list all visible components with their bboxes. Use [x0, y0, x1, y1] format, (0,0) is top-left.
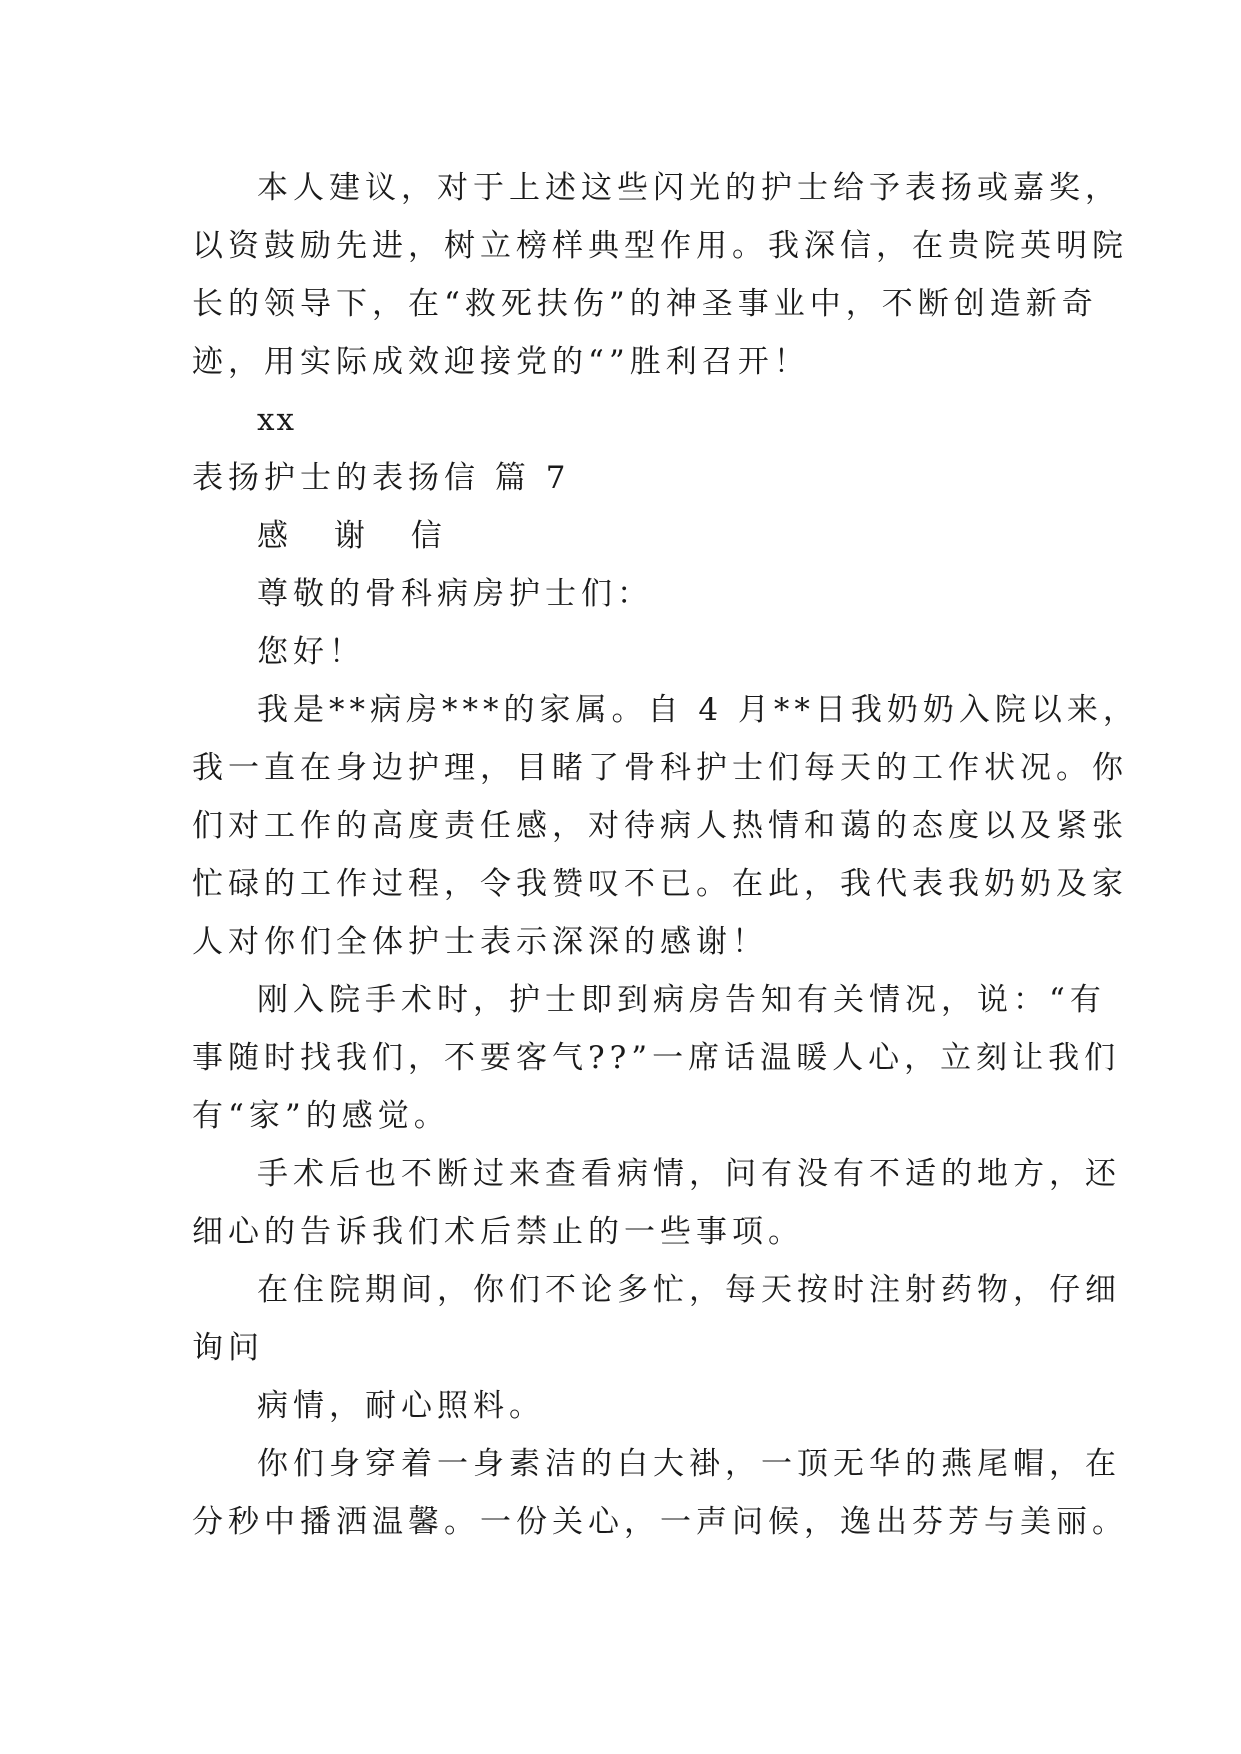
paragraph-line: 人对你们全体护士表示深深的感谢！: [192, 924, 768, 960]
paragraph-line: 询问: [192, 1330, 264, 1366]
greeting: 您好！: [257, 634, 365, 670]
paragraph-line: 本人建议，对于上述这些闪光的护士给予表扬或嘉奖，: [257, 170, 1121, 206]
paragraph-line: 们对工作的高度责任感，对待病人热情和蔼的态度以及紧张: [192, 808, 1128, 844]
paragraph-line: 我是**病房***的家属。自 4 月**日我奶奶入院以来，: [257, 692, 1139, 728]
paragraph-line: 长的领导下，在“救死扶伤”的神圣事业中，不断创造新奇: [192, 286, 1098, 322]
signature-line: xx: [257, 402, 296, 438]
paragraph-line: 在住院期间，你们不论多忙，每天按时注射药物，仔细: [257, 1272, 1121, 1308]
salutation: 尊敬的骨科病房护士们：: [257, 576, 653, 612]
paragraph-line: 迹，用实际成效迎接党的“”胜利召开！: [192, 344, 810, 380]
paragraph-line: 我一直在身边护理，目睹了骨科护士们每天的工作状况。你: [192, 750, 1128, 786]
section-heading: 表扬护士的表扬信 篇 7: [192, 460, 571, 496]
paragraph-line: 细心的告诉我们术后禁止的一些事项。: [192, 1214, 804, 1250]
paragraph-line: 有“家”的感觉。: [192, 1098, 450, 1134]
paragraph-line: 以资鼓励先进，树立榜样典型作用。我深信，在贵院英明院: [192, 228, 1128, 264]
paragraph-line: 忙碌的工作过程，令我赞叹不已。在此，我代表我奶奶及家: [192, 866, 1128, 902]
paragraph-line: 病情，耐心照料。: [257, 1388, 545, 1424]
paragraph-line: 你们身穿着一身素洁的白大褂，一顶无华的燕尾帽，在: [257, 1446, 1121, 1482]
paragraph-line: 分秒中播洒温馨。一份关心，一声问候，逸出芬芳与美丽。: [192, 1504, 1128, 1540]
letter-title: 感 谢 信: [257, 518, 460, 554]
paragraph-line: 事随时找我们，不要客气??”一席话温暖人心，立刻让我们: [192, 1040, 1121, 1076]
paragraph-line: 手术后也不断过来查看病情，问有没有不适的地方，还: [257, 1156, 1121, 1192]
paragraph-line: 刚入院手术时，护士即到病房告知有关情况，说：“有: [257, 982, 1106, 1018]
